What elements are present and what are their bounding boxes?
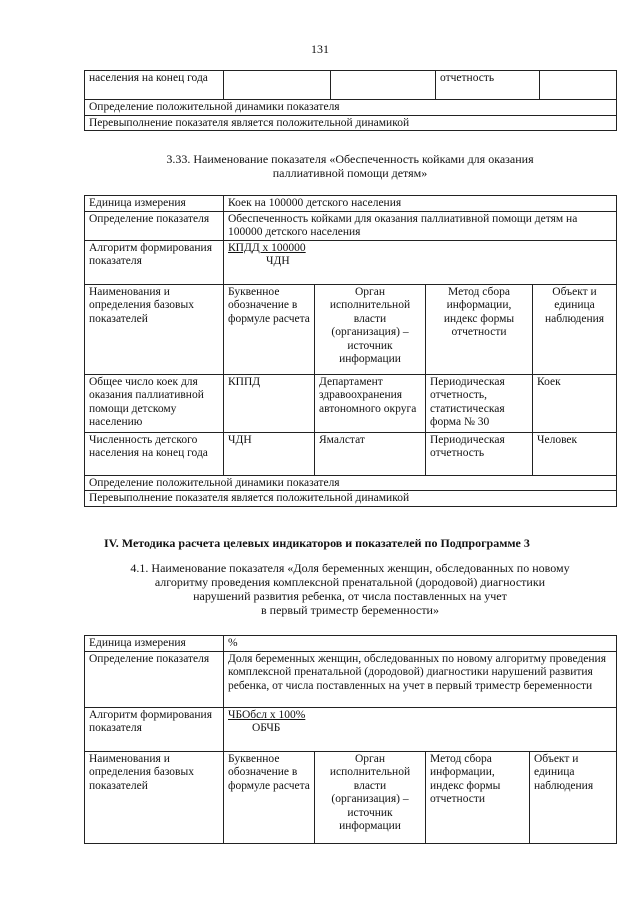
- header-method: Метод сбора информации, индекс формы отчетности: [426, 751, 530, 843]
- indicator-41-table: [84, 635, 617, 844]
- definition-label: Определение показателя: [85, 651, 224, 707]
- formula-denominator: ЧДН: [266, 255, 290, 267]
- header-letter-designation: Буквенное обозначение в формуле расчета: [224, 751, 315, 843]
- indicator-333-title: 3.33. Наименование показателя «Обеспеченность койками для оказания паллиативной помощи детям»: [166, 152, 534, 180]
- positive-dynamics-row: Определение положительной динамики показателя: [85, 475, 617, 491]
- formula-denominator: ОБЧБ: [252, 722, 281, 734]
- table-row: Численность детского населения на конец года ЧДН Ямалстат Периодическая отчетность Человек: [85, 432, 617, 475]
- unit-value: %: [224, 636, 617, 652]
- indicator-333-table: [84, 195, 617, 507]
- table-row: Общее число коек для оказания паллиативной помощи детскому населению КППД Департамент здравоохранения автономного округа Периодическая отчетность, статистическая форма № 30 Коек: [85, 374, 617, 432]
- indicator-41-title: 4.1. Наименование показателя «Доля беременных женщин, обследованных по новому алгоритму проведения комплексной пренатальной (дородовой) диагностики нарушений развития ребенка, от числа поставленных на учет в первый триместр беременности»: [130, 561, 570, 617]
- header-object: Объект и единица наблюдения: [530, 751, 617, 843]
- header-base-indicators: Наименования и определения базовых показателей: [85, 751, 224, 843]
- page-number: 131: [311, 42, 329, 56]
- definition-label: Определение показателя: [85, 211, 224, 240]
- header-authority: Орган исполнительной власти (организация) – источник информации: [315, 284, 426, 374]
- formula-numerator: ЧБОбсл х 100%: [228, 708, 306, 721]
- definition-value: Обеспеченность койками для оказания паллиативной помощи детям на 100000 детского населения: [224, 211, 617, 240]
- overfulfillment-row: Перевыполнение показателя является положительной динамикой: [85, 115, 617, 131]
- algorithm-formula: [224, 707, 617, 751]
- unit-label: Единица измерения: [85, 636, 224, 652]
- cell-reporting: отчетность: [436, 71, 540, 100]
- positive-dynamics-row: Определение положительной динамики показателя: [85, 100, 617, 116]
- overfulfillment-row: Перевыполнение показателя является положительной динамикой: [85, 491, 617, 507]
- cell-population-end-year: населения на конец года: [85, 71, 224, 100]
- unit-value: Коек на 100000 детского населения: [224, 196, 617, 212]
- algorithm-label: Алгоритм формирования показателя: [85, 240, 224, 284]
- algorithm-label: Алгоритм формирования показателя: [85, 707, 224, 751]
- header-base-indicators: Наименования и определения базовых показателей: [85, 284, 224, 374]
- header-letter-designation: Буквенное обозначение в формуле расчета: [224, 284, 315, 374]
- header-method: Метод сбора информации, индекс формы отчетности: [426, 284, 533, 374]
- algorithm-formula: [224, 240, 617, 284]
- section-iv-heading: IV. Методика расчета целевых индикаторов и показателей по Подпрограмме 3: [104, 536, 530, 550]
- formula-numerator: КПДД х 100000: [228, 241, 306, 254]
- definition-value: Доля беременных женщин, обследованных по новому алгоритму проведения комплексной пренатальной (дородовой) диагностики нарушений развития ребенка, от числа поставленных на учет в первый триместр беременности: [224, 651, 617, 707]
- top-table: [84, 70, 617, 131]
- unit-label: Единица измерения: [85, 196, 224, 212]
- header-object: Объект и единица наблюдения: [533, 284, 617, 374]
- header-authority: Орган исполнительной власти (организация) – источник информации: [315, 751, 426, 843]
